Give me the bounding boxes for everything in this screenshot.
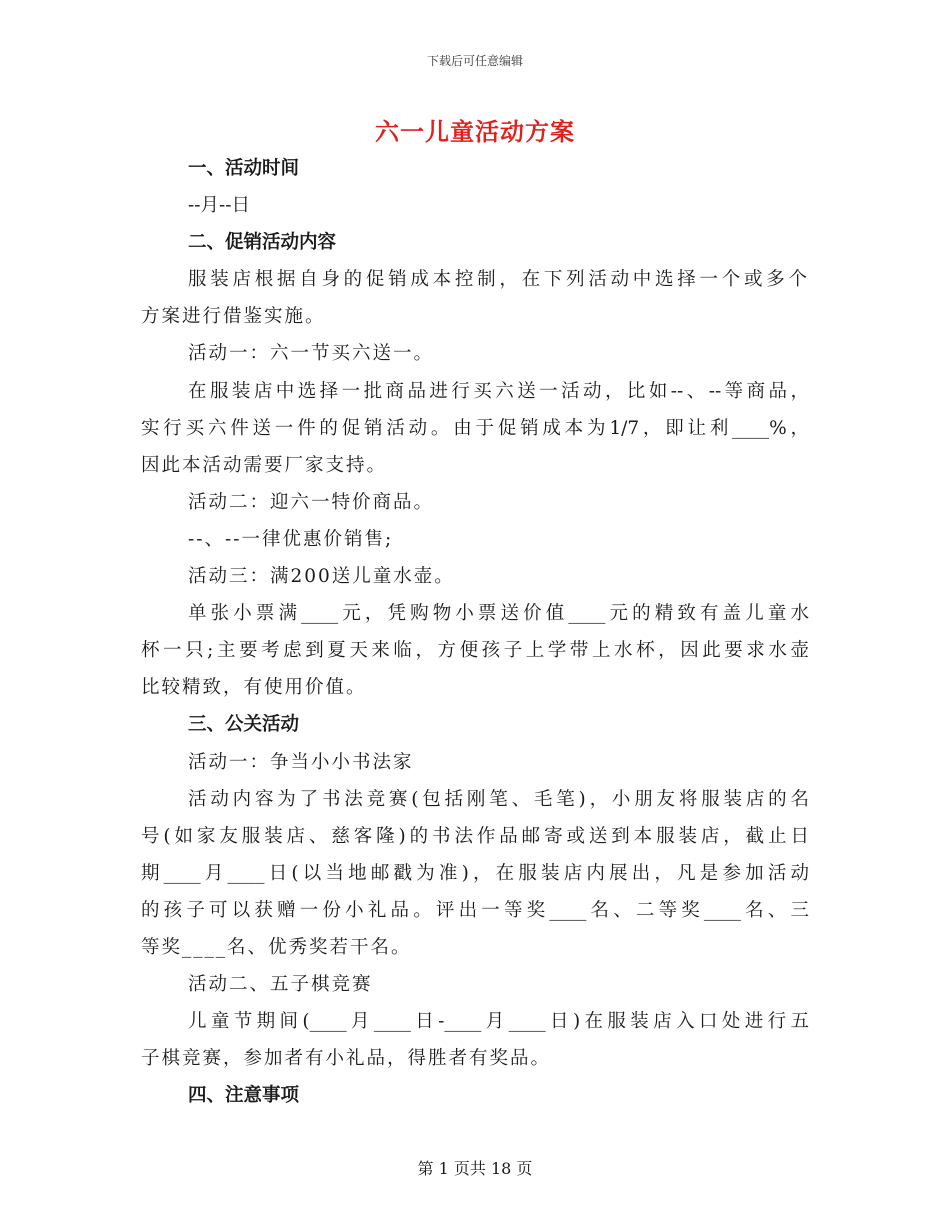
activity-title: 活动二、五子棋竞赛 xyxy=(188,974,373,996)
paragraph-line: 儿童节期间(____月____日-____月____日)在服装店入口处进行五 xyxy=(188,1011,809,1033)
paragraph-line: 在服装店中选择一批商品进行买六送一活动，比如--、--等商品， xyxy=(188,380,809,402)
activity-title: 活动三：满200送儿童水壶。 xyxy=(188,566,455,588)
header-note: 下载后可任意编辑 xyxy=(426,54,523,68)
document-body xyxy=(141,150,809,1114)
paragraph-line: 比较精致，有使用价值。 xyxy=(141,677,367,699)
page-number: 第 1 页共 18 页 xyxy=(417,1159,533,1178)
section-heading-pr: 三、公关活动 xyxy=(188,714,300,736)
paragraph-line: 杯一只;主要考虑到夏天来临，方便孩子上学带上水杯，因此要求水壶 xyxy=(141,640,809,662)
activity-title: 活动一：争当小小书法家 xyxy=(188,751,414,773)
paragraph-line: 活动内容为了书法竞赛(包括刚笔、毛笔)，小朋友将服装店的名 xyxy=(188,788,809,810)
paragraph-line: 号(如家友服装店、慈客隆)的书法作品邮寄或送到本服装店，截止日 xyxy=(141,825,809,847)
paragraph-line: --、--一律优惠价销售; xyxy=(188,528,394,550)
activity-title: 活动一：六一节买六送一。 xyxy=(188,343,435,365)
paragraph-line: --月--日 xyxy=(188,195,251,217)
section-heading-promotion: 二、促销活动内容 xyxy=(188,232,337,254)
section-heading-notes: 四、注意事项 xyxy=(188,1085,300,1107)
paragraph-line: 等奖____名、优秀奖若干名。 xyxy=(141,936,412,958)
activity-title: 活动二：迎六一特价商品。 xyxy=(188,491,435,513)
paragraph-line: 服装店根据自身的促销成本控制，在下列活动中选择一个或多个 xyxy=(188,269,809,291)
paragraph-line: 子棋竞赛，参加者有小礼品，得胜者有奖品。 xyxy=(141,1048,552,1070)
section-heading-time: 一、活动时间 xyxy=(188,158,300,179)
paragraph-line: 方案进行借鉴实施。 xyxy=(141,306,326,328)
document-title: 六一儿童活动方案 xyxy=(375,117,575,146)
paragraph-line: 因此本活动需要厂家支持。 xyxy=(141,454,388,476)
paragraph-line: 的孩子可以获赠一份小礼品。评出一等奖____名、二等奖____名、三 xyxy=(141,899,809,921)
paragraph-line: 实行买六件送一件的促销活动。由于促销成本为1/7，即让利____%， xyxy=(141,417,809,439)
paragraph-line: 单张小票满____元，凭购物小票送价值____元的精致有盖儿童水 xyxy=(188,603,809,625)
paragraph-line: 期____月____日(以当地邮戳为准)，在服装店内展出，凡是参加活动 xyxy=(141,862,809,884)
